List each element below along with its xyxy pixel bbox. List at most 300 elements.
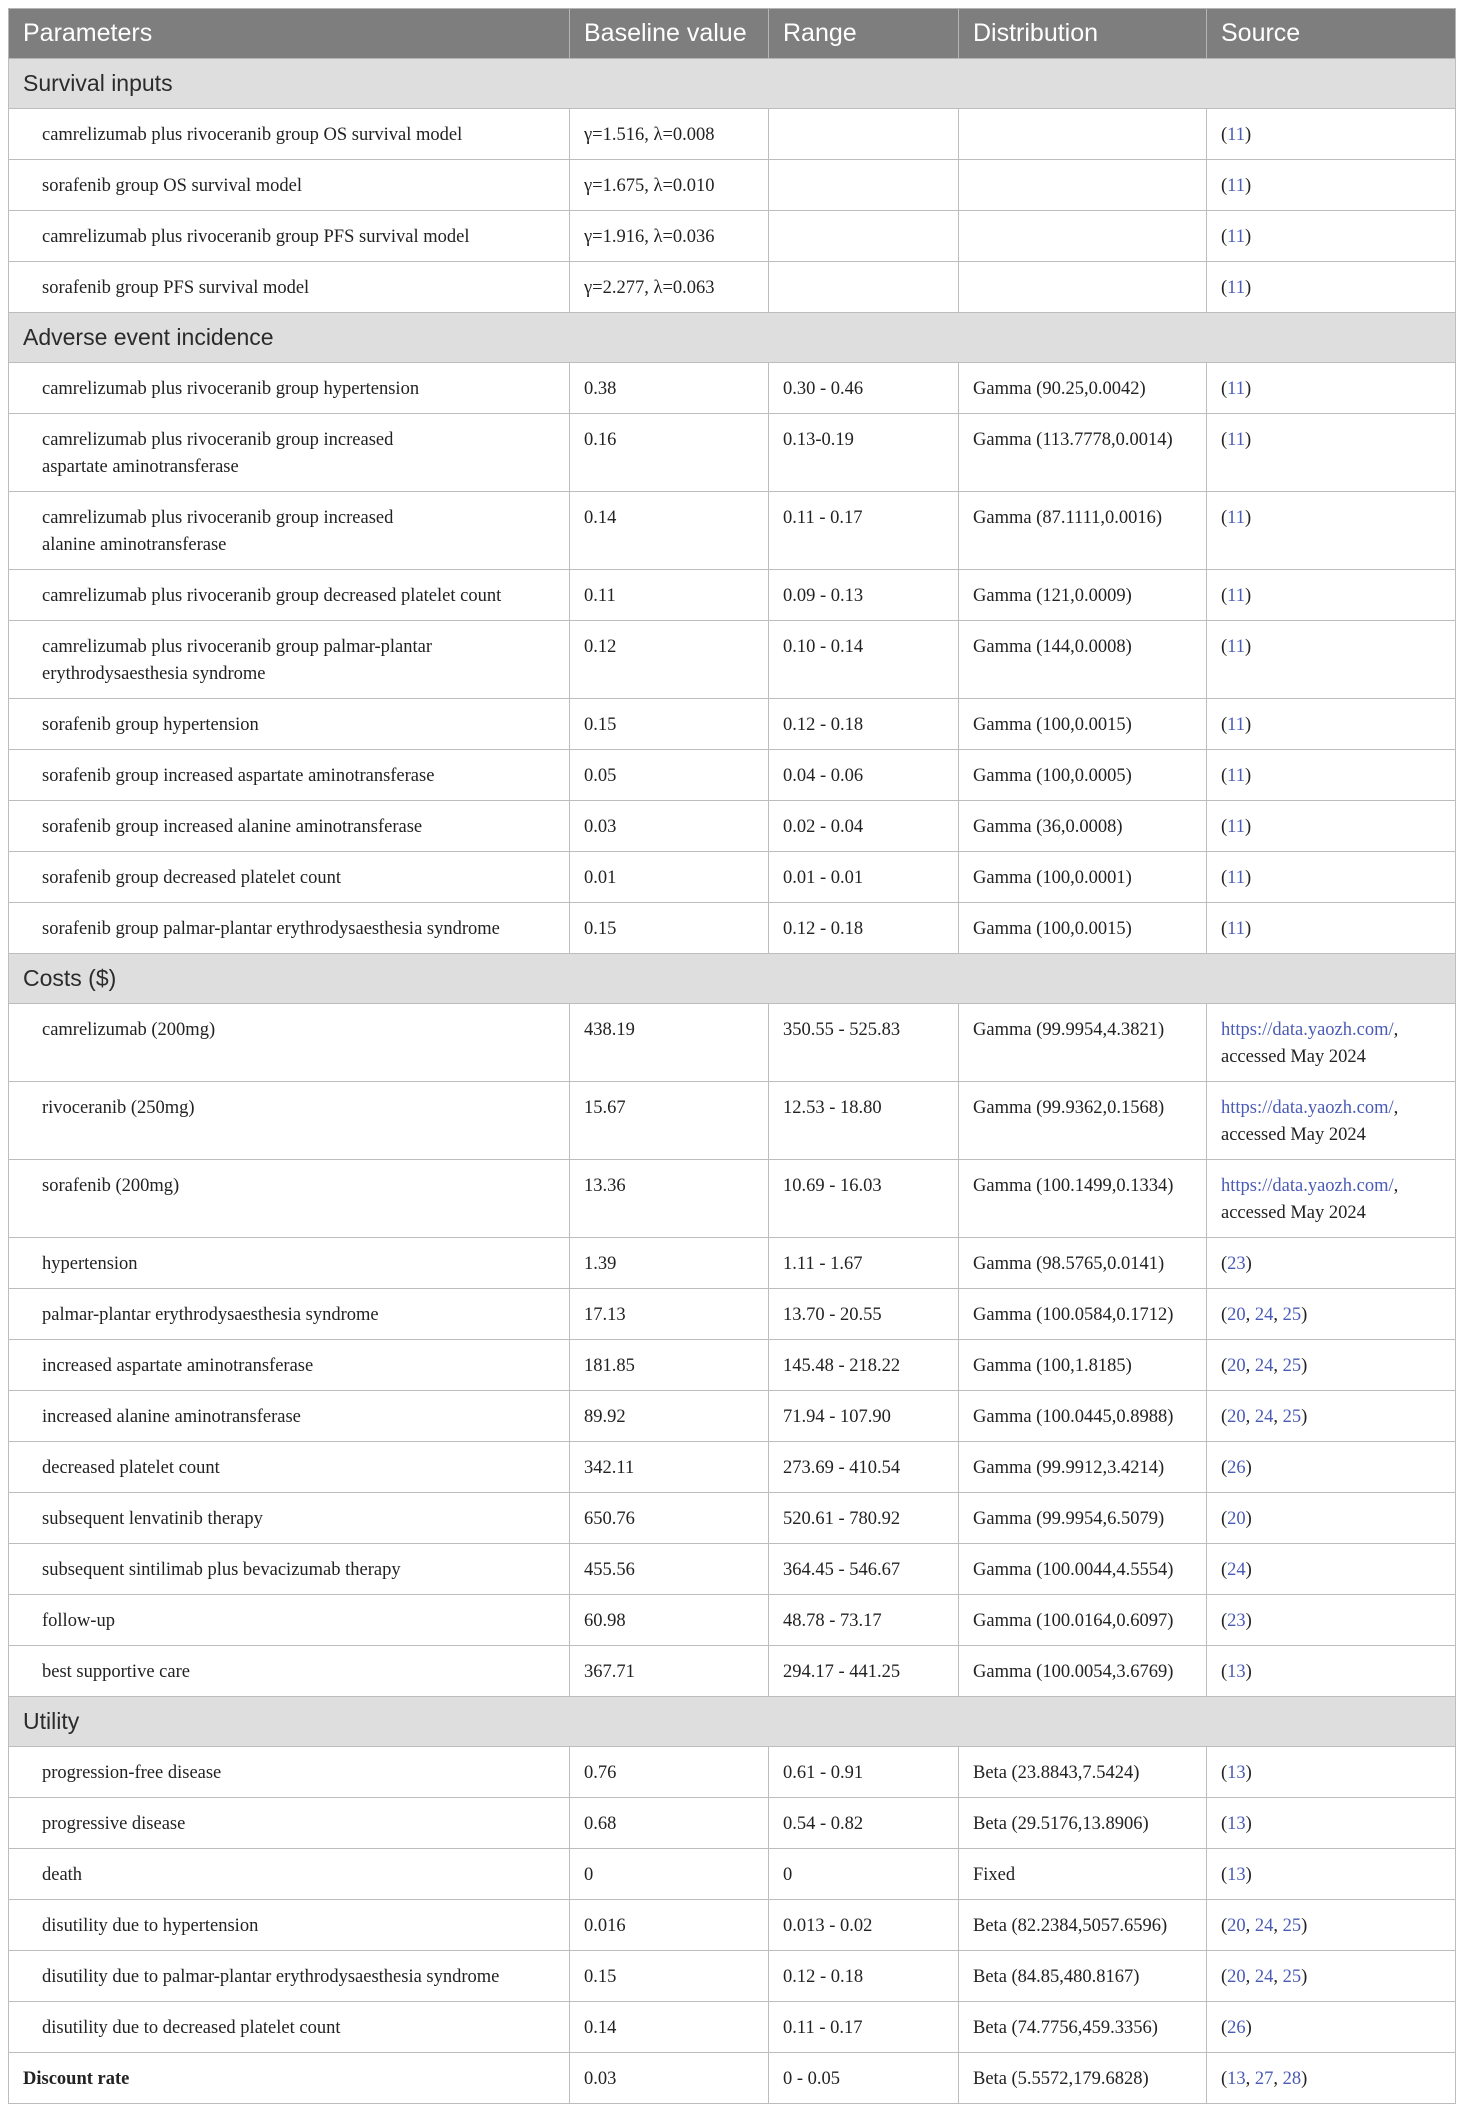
source-close-paren: )	[1245, 919, 1252, 939]
source-note: accessed May 2024	[1221, 1125, 1366, 1145]
source-close-paren: )	[1245, 2018, 1252, 2038]
baseline-value-cell: 0.38	[570, 363, 769, 414]
source-separator: ,	[1245, 1407, 1255, 1427]
baseline-value-cell: 0.14	[570, 2002, 769, 2053]
parameter-cell: sorafenib group increased alanine aminotransferase	[9, 801, 570, 852]
source-link[interactable]: https://data.yaozh.com/	[1221, 1020, 1394, 1040]
parameter-cell: camrelizumab plus rivoceranib group OS survival model	[9, 109, 570, 160]
source-reference[interactable]: 11	[1227, 766, 1245, 786]
source-cell	[1207, 1082, 1456, 1160]
range-cell: 1.11 - 1.67	[769, 1238, 959, 1289]
baseline-value-cell: 0.11	[570, 570, 769, 621]
table-row	[9, 160, 1456, 211]
baseline-value-cell: 0.05	[570, 750, 769, 801]
source-reference[interactable]: 13	[1227, 1763, 1246, 1783]
parameter-cell: hypertension	[9, 1238, 570, 1289]
distribution-cell: Beta (23.8843,7.5424)	[959, 1747, 1207, 1798]
header-distribution: Distribution	[959, 9, 1207, 59]
range-cell: 364.45 - 546.67	[769, 1544, 959, 1595]
source-close-paren: )	[1245, 1611, 1252, 1631]
distribution-cell	[959, 211, 1207, 262]
range-cell: 0.12 - 0.18	[769, 1951, 959, 2002]
distribution-cell	[959, 160, 1207, 211]
distribution-cell	[959, 262, 1207, 313]
baseline-value-cell: 455.56	[570, 1544, 769, 1595]
source-cell	[1207, 363, 1456, 414]
source-reference[interactable]: 24	[1254, 1916, 1274, 1936]
table-row	[9, 1747, 1456, 1798]
table-row	[9, 363, 1456, 414]
section-header-row	[9, 1697, 1456, 1747]
source-open-paren: (	[1221, 586, 1228, 606]
source-reference[interactable]: 24	[1227, 1560, 1246, 1580]
range-cell: 13.70 - 20.55	[769, 1289, 959, 1340]
parameter-cell: camrelizumab plus rivoceranib group decreased platelet count	[9, 570, 570, 621]
baseline-value-cell: 0.03	[570, 801, 769, 852]
source-reference[interactable]: 13	[1227, 1865, 1246, 1885]
source-close-paren: )	[1245, 508, 1252, 528]
source-cell	[1207, 1160, 1456, 1238]
table-row	[9, 1004, 1456, 1082]
distribution-cell: Fixed	[959, 1849, 1207, 1900]
section-title: Utility	[9, 1697, 1456, 1747]
source-reference[interactable]: 11	[1227, 919, 1245, 939]
source-cell	[1207, 1544, 1456, 1595]
table-row	[9, 1849, 1456, 1900]
baseline-value-cell: γ=1.916, λ=0.036	[570, 211, 769, 262]
source-cell	[1207, 2002, 1456, 2053]
source-reference[interactable]: 11	[1227, 278, 1245, 298]
parameter-cell: subsequent sintilimab plus bevacizumab therapy	[9, 1544, 570, 1595]
baseline-value-cell: 0.15	[570, 1951, 769, 2002]
baseline-value-cell: 89.92	[570, 1391, 769, 1442]
parameter-cell: palmar-plantar erythrodysaesthesia syndrome	[9, 1289, 570, 1340]
source-open-paren: (	[1221, 1611, 1228, 1631]
source-open-paren: (	[1221, 1407, 1228, 1427]
source-close-paren: )	[1245, 176, 1252, 196]
source-cell	[1207, 1747, 1456, 1798]
distribution-cell: Gamma (99.9912,3.4214)	[959, 1442, 1207, 1493]
table-row	[9, 621, 1456, 699]
parameter-cell: sorafenib group decreased platelet count	[9, 852, 570, 903]
source-close-paren: )	[1301, 1916, 1308, 1936]
source-link[interactable]: https://data.yaozh.com/	[1221, 1098, 1394, 1118]
source-open-paren: (	[1221, 508, 1228, 528]
source-separator: ,	[1273, 1916, 1283, 1936]
source-cell	[1207, 2053, 1456, 2104]
header-baseline-value: Baseline value	[570, 9, 769, 59]
source-close-paren: )	[1245, 1560, 1252, 1580]
baseline-value-cell: 0.14	[570, 492, 769, 570]
source-separator: ,	[1245, 1305, 1255, 1325]
parameter-cell: increased aspartate aminotransferase	[9, 1340, 570, 1391]
source-open-paren: (	[1221, 919, 1228, 939]
parameter-cell: disutility due to hypertension	[9, 1900, 570, 1951]
parameter-cell: sorafenib (200mg)	[9, 1160, 570, 1238]
source-reference[interactable]: 11	[1227, 125, 1245, 145]
source-open-paren: (	[1221, 637, 1228, 657]
table-row	[9, 211, 1456, 262]
distribution-cell: Beta (84.85,480.8167)	[959, 1951, 1207, 2002]
source-reference[interactable]: 11	[1227, 715, 1245, 735]
baseline-value-cell: γ=2.277, λ=0.063	[570, 262, 769, 313]
parameter-cell: camrelizumab plus rivoceranib group PFS survival model	[9, 211, 570, 262]
source-open-paren: (	[1221, 1763, 1228, 1783]
source-reference[interactable]: 24	[1254, 1305, 1274, 1325]
source-open-paren: (	[1221, 379, 1228, 399]
source-reference[interactable]: 20	[1227, 1967, 1246, 1987]
parameter-cell: sorafenib group OS survival model	[9, 160, 570, 211]
parameter-cell: decreased platelet count	[9, 1442, 570, 1493]
source-cell	[1207, 1849, 1456, 1900]
source-open-paren: (	[1221, 817, 1228, 837]
table-row	[9, 1798, 1456, 1849]
range-cell: 145.48 - 218.22	[769, 1340, 959, 1391]
distribution-cell: Beta (82.2384,5057.6596)	[959, 1900, 1207, 1951]
table-row	[9, 109, 1456, 160]
range-cell: 12.53 - 18.80	[769, 1082, 959, 1160]
source-link-suffix: ,	[1393, 1176, 1399, 1196]
source-reference[interactable]: 20	[1227, 1407, 1246, 1427]
source-cell	[1207, 1238, 1456, 1289]
source-reference[interactable]: 11	[1227, 176, 1245, 196]
source-reference[interactable]: 27	[1254, 2069, 1274, 2089]
distribution-cell: Gamma (87.1111,0.0016)	[959, 492, 1207, 570]
source-cell	[1207, 1646, 1456, 1697]
parameter-cell: rivoceranib (250mg)	[9, 1082, 570, 1160]
source-reference[interactable]: 11	[1227, 379, 1245, 399]
source-separator: ,	[1245, 1356, 1255, 1376]
table-row	[9, 414, 1456, 492]
range-cell: 0.61 - 0.91	[769, 1747, 959, 1798]
source-separator: ,	[1245, 1967, 1255, 1987]
source-reference[interactable]: 25	[1282, 1916, 1302, 1936]
source-open-paren: (	[1221, 766, 1228, 786]
source-separator: ,	[1273, 1356, 1283, 1376]
source-close-paren: )	[1245, 586, 1252, 606]
source-reference[interactable]: 11	[1227, 430, 1245, 450]
source-open-paren: (	[1221, 1458, 1228, 1478]
source-reference[interactable]: 11	[1227, 817, 1245, 837]
source-open-paren: (	[1221, 715, 1228, 735]
baseline-value-cell: 60.98	[570, 1595, 769, 1646]
source-reference[interactable]: 28	[1282, 2069, 1302, 2089]
source-cell	[1207, 160, 1456, 211]
parameter-cell: camrelizumab (200mg)	[9, 1004, 570, 1082]
distribution-cell: Gamma (90.25,0.0042)	[959, 363, 1207, 414]
range-cell: 520.61 - 780.92	[769, 1493, 959, 1544]
distribution-cell: Gamma (99.9954,6.5079)	[959, 1493, 1207, 1544]
section-title: Costs ($)	[9, 954, 1456, 1004]
parameter-cell: follow-up	[9, 1595, 570, 1646]
range-cell: 273.69 - 410.54	[769, 1442, 959, 1493]
section-header-row	[9, 313, 1456, 363]
baseline-value-cell: 13.36	[570, 1160, 769, 1238]
source-cell	[1207, 1951, 1456, 2002]
baseline-value-cell: 0.01	[570, 852, 769, 903]
distribution-cell: Gamma (99.9362,0.1568)	[959, 1082, 1207, 1160]
header-row	[9, 9, 1456, 59]
table-row	[9, 2053, 1456, 2104]
distribution-cell: Beta (29.5176,13.8906)	[959, 1798, 1207, 1849]
source-close-paren: )	[1301, 1407, 1308, 1427]
range-cell: 0	[769, 1849, 959, 1900]
range-cell: 0.54 - 0.82	[769, 1798, 959, 1849]
distribution-cell: Gamma (100,0.0015)	[959, 903, 1207, 954]
distribution-cell: Gamma (100.0584,0.1712)	[959, 1289, 1207, 1340]
source-close-paren: )	[1245, 430, 1252, 450]
source-cell	[1207, 1391, 1456, 1442]
baseline-value-cell: 181.85	[570, 1340, 769, 1391]
distribution-cell: Gamma (100.0445,0.8988)	[959, 1391, 1207, 1442]
baseline-value-cell: 0.16	[570, 414, 769, 492]
baseline-value-cell: 0.68	[570, 1798, 769, 1849]
distribution-cell: Gamma (36,0.0008)	[959, 801, 1207, 852]
source-cell	[1207, 801, 1456, 852]
distribution-cell: Gamma (100.1499,0.1334)	[959, 1160, 1207, 1238]
table-row	[9, 1238, 1456, 1289]
source-reference[interactable]: 20	[1227, 1916, 1246, 1936]
baseline-value-cell: 650.76	[570, 1493, 769, 1544]
source-cell	[1207, 109, 1456, 160]
distribution-cell: Gamma (100,0.0005)	[959, 750, 1207, 801]
range-cell: 0.02 - 0.04	[769, 801, 959, 852]
range-cell	[769, 109, 959, 160]
source-close-paren: )	[1301, 1305, 1308, 1325]
table-row	[9, 903, 1456, 954]
source-reference[interactable]: 24	[1254, 1407, 1274, 1427]
table-row	[9, 492, 1456, 570]
source-close-paren: )	[1245, 125, 1252, 145]
table-row	[9, 1646, 1456, 1697]
source-open-paren: (	[1221, 125, 1228, 145]
baseline-value-cell: 367.71	[570, 1646, 769, 1697]
source-reference[interactable]: 13	[1227, 2069, 1246, 2089]
source-cell	[1207, 1340, 1456, 1391]
source-cell	[1207, 621, 1456, 699]
source-reference[interactable]: 11	[1227, 508, 1245, 528]
source-reference[interactable]: 26	[1227, 1458, 1246, 1478]
source-close-paren: )	[1245, 715, 1252, 735]
source-reference[interactable]: 25	[1282, 1356, 1302, 1376]
baseline-value-cell: 438.19	[570, 1004, 769, 1082]
source-close-paren: )	[1301, 1967, 1308, 1987]
section-header-row	[9, 59, 1456, 109]
source-separator: ,	[1245, 1916, 1255, 1936]
source-open-paren: (	[1221, 1254, 1228, 1274]
source-open-paren: (	[1221, 1356, 1228, 1376]
range-cell: 0.04 - 0.06	[769, 750, 959, 801]
range-cell: 0.09 - 0.13	[769, 570, 959, 621]
source-open-paren: (	[1221, 1305, 1228, 1325]
source-separator: ,	[1245, 2069, 1255, 2089]
source-reference[interactable]: 11	[1227, 227, 1245, 247]
table-row	[9, 1544, 1456, 1595]
source-reference[interactable]: 11	[1227, 868, 1245, 888]
table-row	[9, 1951, 1456, 2002]
source-cell	[1207, 211, 1456, 262]
parameter-cell: death	[9, 1849, 570, 1900]
source-open-paren: (	[1221, 430, 1228, 450]
source-close-paren: )	[1245, 1254, 1252, 1274]
range-cell	[769, 211, 959, 262]
source-reference[interactable]: 25	[1282, 1407, 1302, 1427]
source-cell	[1207, 750, 1456, 801]
distribution-cell: Gamma (100,0.0001)	[959, 852, 1207, 903]
parameter-cell: camrelizumab plus rivoceranib group hypertension	[9, 363, 570, 414]
source-reference[interactable]: 23	[1227, 1611, 1246, 1631]
baseline-value-cell: γ=1.516, λ=0.008	[570, 109, 769, 160]
parameter-cell: sorafenib group palmar-plantar erythrodysaesthesia syndrome	[9, 903, 570, 954]
table-row	[9, 1160, 1456, 1238]
source-reference[interactable]: 24	[1254, 1967, 1274, 1987]
source-cell	[1207, 570, 1456, 621]
source-open-paren: (	[1221, 1967, 1228, 1987]
source-cell	[1207, 903, 1456, 954]
source-cell	[1207, 492, 1456, 570]
baseline-value-cell: 0.016	[570, 1900, 769, 1951]
parameter-cell: progressive disease	[9, 1798, 570, 1849]
source-cell	[1207, 699, 1456, 750]
source-close-paren: )	[1301, 1356, 1308, 1376]
range-cell: 0.12 - 0.18	[769, 699, 959, 750]
range-cell: 10.69 - 16.03	[769, 1160, 959, 1238]
source-note: accessed May 2024	[1221, 1203, 1366, 1223]
table-body	[9, 59, 1456, 2104]
source-reference[interactable]: 11	[1227, 586, 1245, 606]
range-cell	[769, 160, 959, 211]
distribution-cell: Gamma (113.7778,0.0014)	[959, 414, 1207, 492]
source-cell	[1207, 1289, 1456, 1340]
range-cell: 0.11 - 0.17	[769, 492, 959, 570]
table-row	[9, 262, 1456, 313]
source-reference[interactable]: 25	[1282, 1967, 1302, 1987]
table-row	[9, 801, 1456, 852]
source-reference[interactable]: 13	[1227, 1662, 1246, 1682]
source-close-paren: )	[1245, 766, 1252, 786]
source-open-paren: (	[1221, 1560, 1228, 1580]
parameter-cell: disutility due to decreased platelet count	[9, 2002, 570, 2053]
baseline-value-cell: 15.67	[570, 1082, 769, 1160]
source-reference[interactable]: 26	[1227, 2018, 1246, 2038]
source-open-paren: (	[1221, 1509, 1228, 1529]
source-cell	[1207, 1900, 1456, 1951]
source-separator: ,	[1273, 1407, 1283, 1427]
distribution-cell: Gamma (99.9954,4.3821)	[959, 1004, 1207, 1082]
header-parameters: Parameters	[9, 9, 570, 59]
source-cell	[1207, 1004, 1456, 1082]
section-header-row	[9, 954, 1456, 1004]
source-separator: ,	[1273, 1305, 1283, 1325]
source-open-paren: (	[1221, 176, 1228, 196]
table-row	[9, 570, 1456, 621]
table-row	[9, 1340, 1456, 1391]
source-open-paren: (	[1221, 278, 1228, 298]
source-cell	[1207, 1595, 1456, 1646]
source-close-paren: )	[1301, 2069, 1308, 2089]
source-cell	[1207, 1493, 1456, 1544]
source-close-paren: )	[1245, 817, 1252, 837]
range-cell: 0.10 - 0.14	[769, 621, 959, 699]
parameter-cell: sorafenib group increased aspartate aminotransferase	[9, 750, 570, 801]
table-row	[9, 1595, 1456, 1646]
source-reference[interactable]: 25	[1282, 1305, 1302, 1325]
table-row	[9, 1493, 1456, 1544]
source-reference[interactable]: 20	[1227, 1356, 1246, 1376]
range-cell: 0.013 - 0.02	[769, 1900, 959, 1951]
source-link-suffix: ,	[1393, 1020, 1399, 1040]
source-reference[interactable]: 11	[1227, 637, 1245, 657]
range-cell	[769, 262, 959, 313]
section-title: Survival inputs	[9, 59, 1456, 109]
table-row	[9, 750, 1456, 801]
parameter-cell: camrelizumab plus rivoceranib group increased alanine aminotransferase	[9, 492, 570, 570]
baseline-value-cell: 17.13	[570, 1289, 769, 1340]
parameter-cell: increased alanine aminotransferase	[9, 1391, 570, 1442]
distribution-cell: Gamma (98.5765,0.0141)	[959, 1238, 1207, 1289]
baseline-value-cell: 0.15	[570, 903, 769, 954]
distribution-cell: Gamma (100.0164,0.6097)	[959, 1595, 1207, 1646]
source-reference[interactable]: 24	[1254, 1356, 1274, 1376]
source-separator: ,	[1273, 1967, 1283, 1987]
parameter-cell: sorafenib group PFS survival model	[9, 262, 570, 313]
distribution-cell	[959, 109, 1207, 160]
source-reference[interactable]: 20	[1227, 1305, 1246, 1325]
source-close-paren: )	[1245, 379, 1252, 399]
parameter-cell: camrelizumab plus rivoceranib group increased aspartate aminotransferase	[9, 414, 570, 492]
parameter-cell: best supportive care	[9, 1646, 570, 1697]
distribution-cell: Gamma (100,1.8185)	[959, 1340, 1207, 1391]
baseline-value-cell: 1.39	[570, 1238, 769, 1289]
source-reference[interactable]: 20	[1227, 1509, 1246, 1529]
range-cell: 350.55 - 525.83	[769, 1004, 959, 1082]
distribution-cell: Gamma (100,0.0015)	[959, 699, 1207, 750]
source-close-paren: )	[1245, 1509, 1252, 1529]
baseline-value-cell: 342.11	[570, 1442, 769, 1493]
baseline-value-cell: γ=1.675, λ=0.010	[570, 160, 769, 211]
source-open-paren: (	[1221, 868, 1228, 888]
section-title: Adverse event incidence	[9, 313, 1456, 363]
source-close-paren: )	[1245, 227, 1252, 247]
source-link-suffix: ,	[1393, 1098, 1399, 1118]
parameter-cell: sorafenib group hypertension	[9, 699, 570, 750]
source-link[interactable]: https://data.yaozh.com/	[1221, 1176, 1394, 1196]
table-row	[9, 2002, 1456, 2053]
distribution-cell: Gamma (100.0044,4.5554)	[959, 1544, 1207, 1595]
source-reference[interactable]: 13	[1227, 1814, 1246, 1834]
range-cell: 0.13-0.19	[769, 414, 959, 492]
source-close-paren: )	[1245, 868, 1252, 888]
parameters-table-container	[8, 8, 1455, 2104]
source-open-paren: (	[1221, 1865, 1228, 1885]
source-cell	[1207, 852, 1456, 903]
parameter-cell: disutility due to palmar-plantar erythrodysaesthesia syndrome	[9, 1951, 570, 2002]
range-cell: 71.94 - 107.90	[769, 1391, 959, 1442]
source-reference[interactable]: 23	[1227, 1254, 1246, 1274]
header-range: Range	[769, 9, 959, 59]
range-cell: 0 - 0.05	[769, 2053, 959, 2104]
source-close-paren: )	[1245, 1662, 1252, 1682]
parameter-cell: Discount rate	[9, 2053, 570, 2104]
source-separator: ,	[1273, 2069, 1283, 2089]
source-close-paren: )	[1245, 1865, 1252, 1885]
source-close-paren: )	[1245, 637, 1252, 657]
distribution-cell: Beta (74.7756,459.3356)	[959, 2002, 1207, 2053]
source-note: accessed May 2024	[1221, 1047, 1366, 1067]
baseline-value-cell: 0.03	[570, 2053, 769, 2104]
source-close-paren: )	[1245, 1458, 1252, 1478]
baseline-value-cell: 0.76	[570, 1747, 769, 1798]
